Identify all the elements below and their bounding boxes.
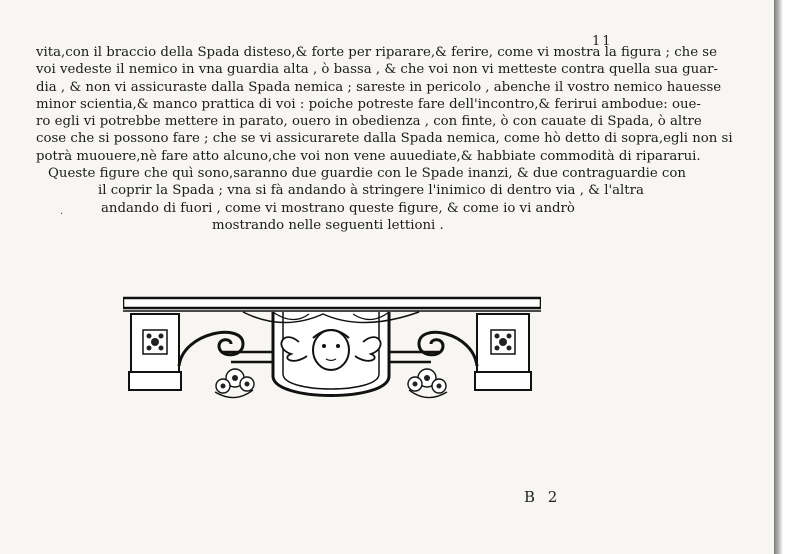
text-line: Queste figure che quì sono,saranno due guardie con le Spade inanzi, & due contraguardie con [48,166,686,182]
text-line: il coprir la Spada ; vna si fà andando à stringere l'inimico di dentro via , & l'altra [98,183,644,199]
text-line: voi vedeste il nemico in vna guardia alta , ò bassa , & che voi non vi metteste contra quella sua guar- [36,62,719,78]
page-number: 11 [592,34,613,49]
text-line: dia , & non vi assicuraste dalla Spada nemica ; sareste in pericolo , abenche il vostro nemico hauesse [36,79,722,95]
text-line: cose che si possono fare ; che se vi assicurarete dalla Spada nemica, come hò detto di sopra,egli non si [36,131,733,147]
signature-mark: B 2 [524,488,562,506]
text-line: potrà muouere,nè fare atto alcuno,che voi non vene auuediate,& habbiate commodità di ripararui. [36,148,701,164]
text-line: mostrando nelle seguenti lettioni . [212,217,444,233]
text-line: ro egli vi potrebbe mettere in parato, ouero in obedienza , con finte, ò con cauate di Spada, ò altre [36,114,702,130]
text-line: minor scientia,& manco prattica di voi : poiche potreste fare dell'incontro,& ferirui ambodue: oue- [36,96,701,112]
text-line: vita,con il braccio della Spada disteso,& forte per riparare,& ferire, come vi mostra la figura ; che se [36,45,718,60]
woodcut-ornament-icon [123,292,541,416]
body-text [36,44,733,234]
stray-mark: · [60,209,64,220]
text-line: andando di fuori , come vi mostrano queste figure, & come io vi andrò [101,200,575,216]
page-edge [774,0,800,554]
